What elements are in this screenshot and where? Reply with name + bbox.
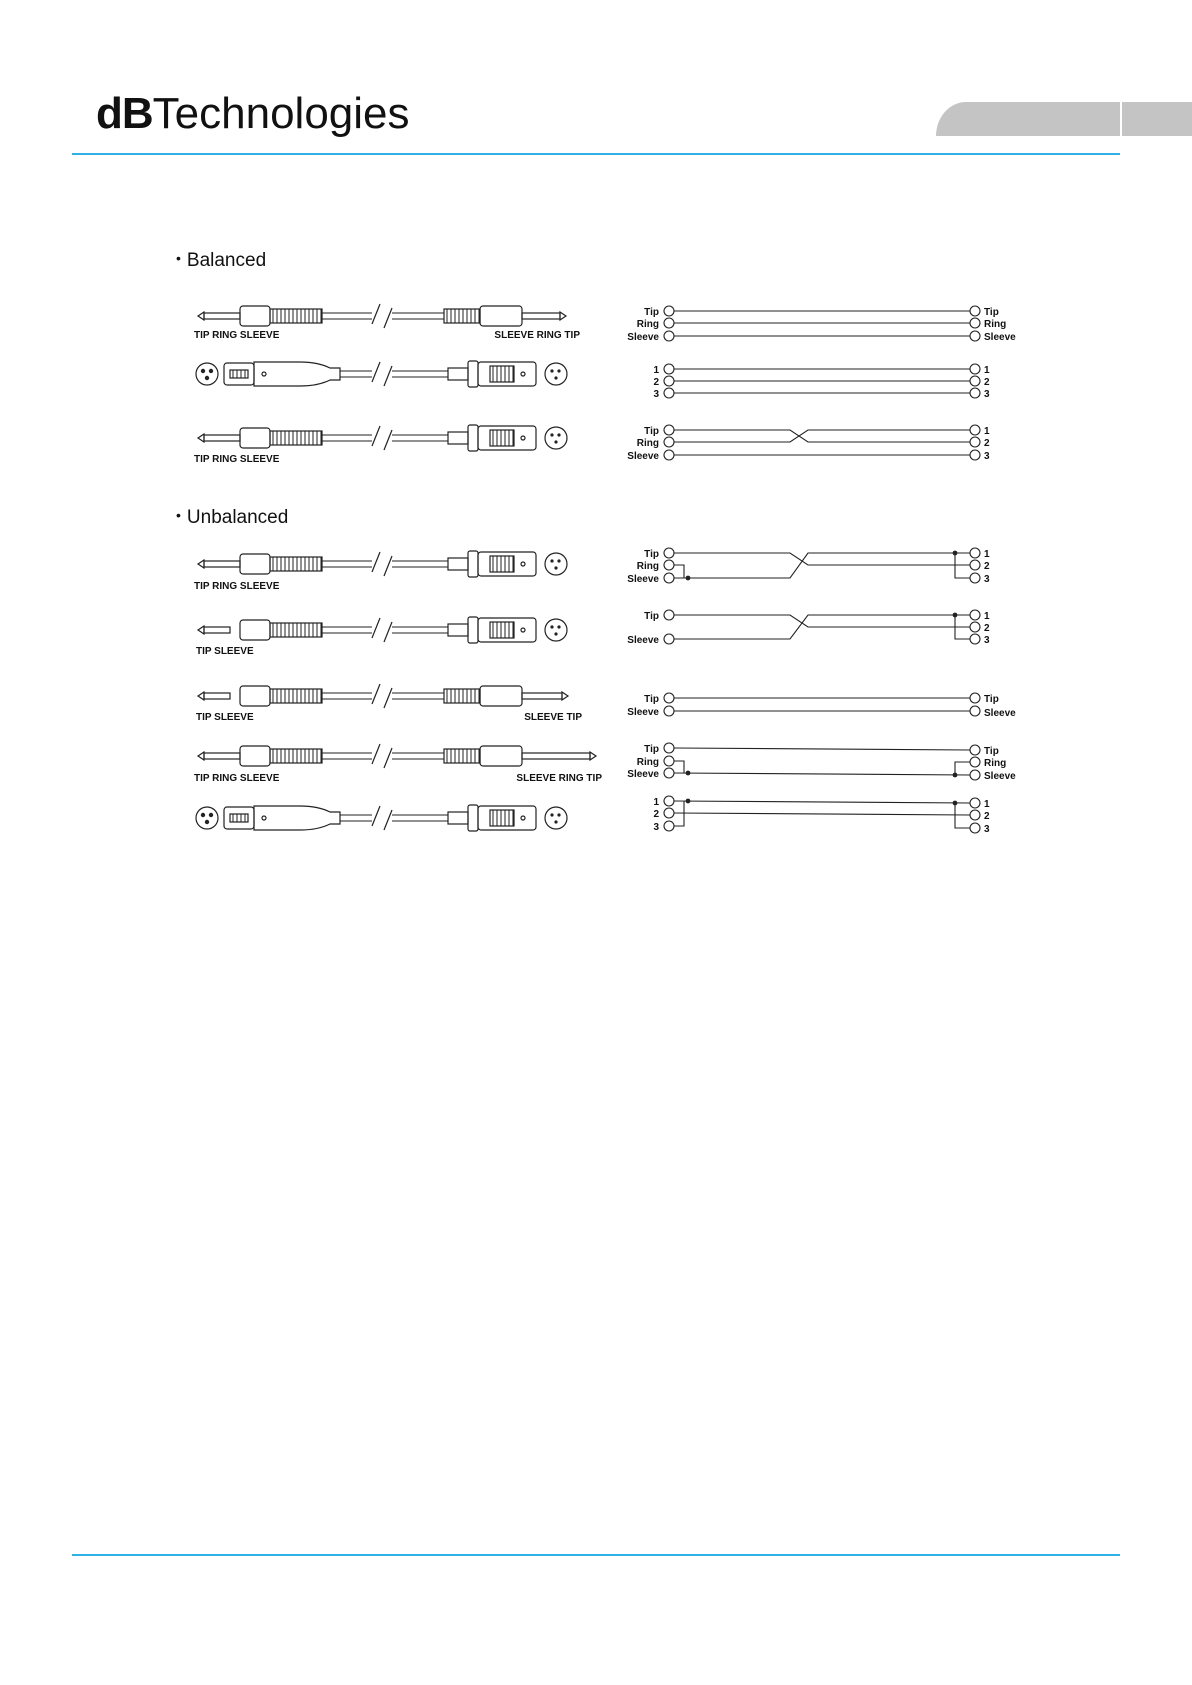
xlr-screw	[521, 436, 525, 440]
wire-terminal	[664, 796, 674, 806]
wire-label-left: Ring	[636, 757, 659, 768]
wire-label-left: Tip	[644, 744, 659, 755]
jack-shaft	[522, 693, 562, 699]
wire-terminal	[664, 306, 674, 316]
xlr-pin	[550, 369, 553, 372]
jack-body	[240, 746, 270, 766]
xlr-pin	[550, 559, 553, 562]
wire-label-right: Ring	[984, 319, 1007, 330]
xlr-pin	[550, 433, 553, 436]
wire-terminal	[970, 560, 980, 570]
wire	[674, 801, 970, 803]
cable-break	[372, 304, 392, 328]
cable-assembly	[194, 304, 580, 341]
wire-label-right: 3	[984, 389, 990, 400]
wire-label-left: Ring	[636, 438, 659, 449]
wire-terminal	[664, 634, 674, 644]
jack-shaft	[522, 753, 590, 759]
plug-grip	[490, 430, 514, 446]
wire-terminal	[664, 706, 674, 716]
wire-label-right: 2	[984, 438, 990, 449]
wire-label-right: Sleeve	[984, 332, 1016, 343]
cable-label-right: SLEEVE TIP	[524, 712, 582, 723]
jack-shaft	[204, 693, 230, 699]
wire-label-right: Ring	[984, 758, 1007, 769]
xlr-screw	[521, 562, 525, 566]
xlr-ring	[468, 361, 478, 387]
cable-label-left: TIP RING SLEEVE	[194, 454, 280, 465]
xlr-pin	[201, 369, 205, 373]
wire-terminal	[664, 573, 674, 583]
wiring-schematic	[627, 306, 1016, 343]
cable-break	[372, 806, 392, 830]
plug-grip	[270, 309, 322, 323]
wire-terminal	[970, 622, 980, 632]
xlr-ring	[468, 551, 478, 577]
wire-terminal	[970, 634, 980, 644]
wire-terminal	[970, 548, 980, 558]
wire-label-right: 2	[984, 561, 990, 572]
xlr-pin	[557, 559, 560, 562]
xlr-male-face	[545, 553, 567, 575]
xlr-pin	[554, 632, 557, 635]
xlr-boot	[448, 624, 468, 636]
jack-shaft	[204, 627, 230, 633]
xlr-male-face	[545, 619, 567, 641]
wire-terminal	[970, 823, 980, 833]
cable-label-left: TIP RING SLEEVE	[194, 330, 280, 341]
wire-terminal	[664, 756, 674, 766]
cable-break	[372, 426, 392, 450]
plug-grip	[270, 431, 322, 445]
jack-tip	[560, 312, 566, 320]
wiring-schematic	[627, 610, 990, 646]
wire-label-right: Tip	[984, 307, 999, 318]
wire-terminal	[970, 388, 980, 398]
wire-terminal	[664, 388, 674, 398]
wire-terminal	[664, 743, 674, 753]
jack-shaft	[204, 753, 240, 759]
wire	[674, 430, 970, 442]
wire	[674, 773, 970, 775]
wire-terminal	[970, 573, 980, 583]
section-title-balanced: • Balanced	[176, 250, 267, 271]
jack-tip	[562, 692, 568, 700]
jack-tip	[198, 626, 204, 634]
cable-label-left: TIP RING SLEEVE	[194, 581, 280, 592]
cable-assembly	[196, 361, 567, 387]
xlr-pin	[201, 813, 205, 817]
wiring-schematic	[627, 548, 990, 585]
wire-label-right: Sleeve	[984, 771, 1016, 782]
jack-body	[480, 306, 522, 326]
cable-label-left: TIP RING SLEEVE	[194, 773, 280, 784]
wire-label-left: Sleeve	[627, 574, 659, 585]
wire-terminal	[970, 810, 980, 820]
xlr-male-face	[545, 807, 567, 829]
xlr-body	[254, 362, 340, 386]
wire-terminal	[970, 610, 980, 620]
wire-terminal	[970, 425, 980, 435]
cable-break	[372, 744, 392, 768]
xlr-latch	[224, 807, 254, 829]
wire-terminal	[664, 450, 674, 460]
wire-terminal	[664, 318, 674, 328]
wire-terminal	[664, 693, 674, 703]
wiring-schematic	[627, 743, 1016, 782]
xlr-screw	[521, 628, 525, 632]
wire	[955, 762, 970, 775]
junction-dot	[686, 799, 691, 804]
wire-terminal	[664, 768, 674, 778]
cable-break	[372, 362, 392, 386]
wire-label-left: 2	[653, 809, 659, 820]
wire-label-left: Sleeve	[627, 635, 659, 646]
xlr-screw	[521, 816, 525, 820]
xlr-male-face	[545, 363, 567, 385]
xlr-body	[254, 806, 340, 830]
jack-body	[240, 306, 270, 326]
jack-shaft	[522, 313, 560, 319]
plug-grip	[270, 689, 322, 703]
wire-terminal	[970, 745, 980, 755]
wire	[674, 553, 970, 565]
wire-label-right: 3	[984, 824, 990, 835]
xlr-pin	[550, 813, 553, 816]
wire-label-left: Ring	[636, 319, 659, 330]
wire-label-left: Tip	[644, 426, 659, 437]
wire-label-right: 1	[984, 365, 990, 376]
xlr-latch	[224, 363, 254, 385]
xlr-pin	[554, 820, 557, 823]
cable-break	[372, 618, 392, 642]
xlr-boot	[448, 558, 468, 570]
junction-dot	[686, 771, 691, 776]
wire-label-left: 1	[653, 797, 659, 808]
wire-terminal	[970, 318, 980, 328]
jack-shaft	[204, 435, 240, 441]
wire-label-right: 2	[984, 377, 990, 388]
jack-tip	[198, 560, 204, 568]
xlr-female-face	[196, 363, 218, 385]
wire-terminal	[664, 548, 674, 558]
wire-label-left: Tip	[644, 549, 659, 560]
jack-tip	[198, 752, 204, 760]
wiring-schematic	[653, 796, 990, 835]
xlr-screw	[262, 816, 266, 820]
wire-label-left: Sleeve	[627, 451, 659, 462]
cable-assembly	[196, 805, 567, 831]
wire-terminal	[970, 770, 980, 780]
xlr-pin	[554, 376, 557, 379]
wire	[674, 430, 970, 442]
jack-body	[480, 746, 522, 766]
wire-label-right: 2	[984, 623, 990, 634]
xlr-pin	[205, 376, 209, 380]
wire-label-right: 3	[984, 574, 990, 585]
plug-grip	[490, 556, 514, 572]
wire-terminal	[970, 331, 980, 341]
wire-terminal	[970, 364, 980, 374]
wire-label-left: Sleeve	[627, 707, 659, 718]
wire-terminal	[664, 808, 674, 818]
wire-label-right: 1	[984, 549, 990, 560]
jack-body	[480, 686, 522, 706]
xlr-boot	[448, 432, 468, 444]
jack-tip	[198, 434, 204, 442]
wire-label-right: Sleeve	[984, 708, 1016, 719]
xlr-ring	[468, 617, 478, 643]
wire-terminal	[664, 560, 674, 570]
wire-terminal	[970, 306, 980, 316]
section-title-unbalanced: • Unbalanced	[176, 507, 289, 528]
wire-label-right: 1	[984, 799, 990, 810]
plug-grip	[490, 622, 514, 638]
plug-grip	[270, 749, 322, 763]
jack-tip	[198, 312, 204, 320]
junction-dot	[686, 576, 691, 581]
wire-terminal	[664, 821, 674, 831]
cable-break	[372, 684, 392, 708]
cable-assembly	[194, 425, 567, 465]
wire-terminal	[664, 610, 674, 620]
wire	[674, 813, 970, 815]
xlr-female-face	[196, 807, 218, 829]
xlr-pin	[557, 625, 560, 628]
jack-body	[240, 620, 270, 640]
jack-tip	[198, 692, 204, 700]
logo-db: dB	[96, 89, 153, 138]
cable-label-right: SLEEVE RING TIP	[516, 773, 602, 784]
wire	[674, 748, 970, 750]
wire-terminal	[664, 331, 674, 341]
cable-assembly	[194, 744, 602, 784]
wire-label-left: Tip	[644, 611, 659, 622]
jack-shaft	[204, 313, 240, 319]
wire-terminal	[970, 757, 980, 767]
wire-label-left: Sleeve	[627, 332, 659, 343]
wire-label-left: 2	[653, 377, 659, 388]
wire-terminal	[664, 425, 674, 435]
wire-label-right: Tip	[984, 694, 999, 705]
wire-terminal	[664, 376, 674, 386]
jack-tip	[590, 752, 596, 760]
wire-terminal	[664, 437, 674, 447]
jack-body	[240, 686, 270, 706]
wire-terminal	[970, 693, 980, 703]
wire-label-right: 1	[984, 426, 990, 437]
wire	[674, 565, 684, 578]
xlr-screw	[521, 372, 525, 376]
xlr-ring	[468, 425, 478, 451]
xlr-pin	[209, 813, 213, 817]
wire-label-right: 3	[984, 451, 990, 462]
wire-terminal	[970, 798, 980, 808]
wire-label-left: Tip	[644, 307, 659, 318]
xlr-male-face	[545, 427, 567, 449]
wire-label-right: 3	[984, 635, 990, 646]
wire-terminal	[664, 364, 674, 374]
wire-terminal	[970, 437, 980, 447]
wire	[674, 761, 684, 773]
plug-grip	[270, 557, 322, 571]
jack-body	[240, 554, 270, 574]
cable-break	[372, 552, 392, 576]
wire-label-right: Tip	[984, 746, 999, 757]
cable-label-left: TIP SLEEVE	[196, 646, 254, 657]
cable-assembly	[196, 617, 567, 657]
xlr-ring	[468, 805, 478, 831]
xlr-pin	[209, 369, 213, 373]
cable-label-right: SLEEVE RING TIP	[494, 330, 580, 341]
wiring-schematic	[653, 364, 990, 400]
xlr-boot	[448, 368, 468, 380]
footer-rule	[72, 1554, 1120, 1556]
jack-body	[240, 428, 270, 448]
xlr-pin	[557, 369, 560, 372]
plug-grip	[490, 366, 514, 382]
xlr-boot	[448, 812, 468, 824]
wire	[674, 615, 970, 627]
cable-assembly	[196, 684, 582, 723]
logo-technologies: Technologies	[152, 89, 410, 138]
xlr-pin	[557, 433, 560, 436]
wire-label-left: 3	[653, 389, 659, 400]
wiring-schematic	[627, 425, 990, 462]
xlr-pin	[554, 440, 557, 443]
wire-terminal	[970, 450, 980, 460]
wire-terminal	[970, 376, 980, 386]
wire-label-left: Tip	[644, 694, 659, 705]
wire-label-right: 1	[984, 611, 990, 622]
cable-assembly	[194, 551, 567, 592]
wiring-schematic	[627, 693, 1016, 719]
wire-label-right: 2	[984, 811, 990, 822]
xlr-pin	[550, 625, 553, 628]
plug-grip	[490, 810, 514, 826]
xlr-screw	[262, 372, 266, 376]
wire-label-left: 1	[653, 365, 659, 376]
xlr-pin	[205, 820, 209, 824]
xlr-pin	[557, 813, 560, 816]
xlr-pin	[554, 566, 557, 569]
wire-label-left: 3	[653, 822, 659, 833]
wire-label-left: Sleeve	[627, 769, 659, 780]
jack-shaft	[204, 561, 240, 567]
wire-label-left: Ring	[636, 561, 659, 572]
plug-grip	[270, 623, 322, 637]
wire-terminal	[970, 706, 980, 716]
cable-label-left: TIP SLEEVE	[196, 712, 254, 723]
